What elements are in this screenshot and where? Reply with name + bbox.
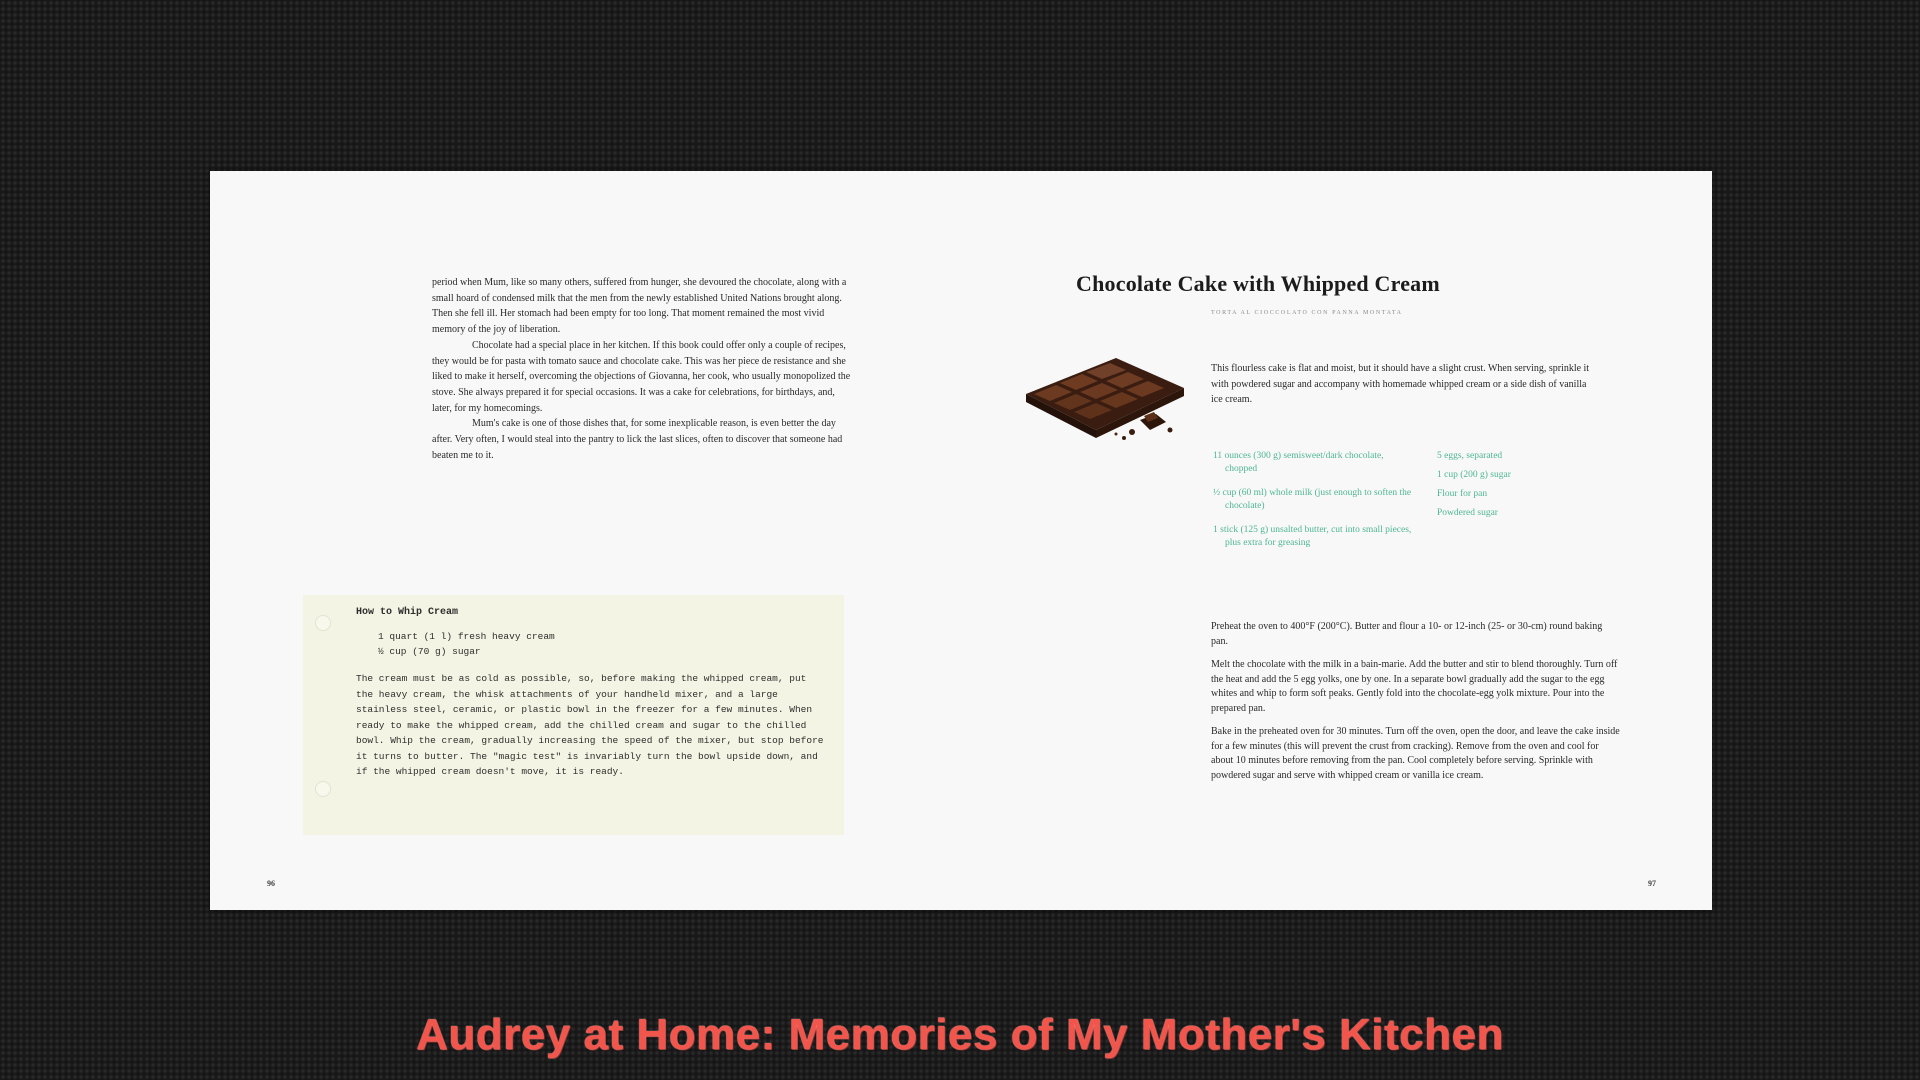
ingredient-item: 11 ounces (300 g) semisweet/dark chocolate, chopped	[1213, 451, 1384, 474]
book-title-banner: Audrey at Home: Memories of My Mother's Kitchen	[416, 1010, 1504, 1059]
ingredients-column-2	[1437, 450, 1607, 526]
page-number-left: 96	[267, 879, 275, 888]
method-step: Bake in the preheated oven for 30 minutes. Turn off the oven, open the door, and leave the cake inside for a few minutes (this will prevent the crust from cracking). Remove from the oven and cool for about 10 minutes before removing from the pan. Cool completely before serving. Sprinkle with powdered sugar and serve with whipped cream or vanilla ice cream.	[1211, 726, 1620, 781]
memoir-paragraph: period when Mum, like so many others, suffered from hunger, she devoured the chocolate, along with a small hoard of condensed milk that the men from the newly established United Nations brought along. Then she fell ill. Her stomach had been empty for too long. That moment remained the most vivid memory of the joy of liberation.	[432, 277, 847, 336]
memoir-paragraph: Mum's cake is one of those dishes that, for some inexplicable reason, is even better the day after. Very often, I would steal into the pantry to lick the last slices, often to discover that someone had beaten me to it.	[432, 418, 843, 461]
card-ingredient: ½ cup (70 g) sugar	[378, 646, 481, 657]
left-page	[210, 171, 961, 910]
ingredient-item: 1 cup (200 g) sugar	[1437, 470, 1511, 480]
recipe-subtitle: TORTA AL CIOCCOLATO CON PANNA MONTATA	[1211, 310, 1403, 316]
ingredient-item: ½ cup (60 ml) whole milk (just enough to soften the chocolate)	[1213, 488, 1412, 511]
ingredient-item: Flour for pan	[1437, 489, 1488, 499]
card-ingredient: 1 quart (1 l) fresh heavy cream	[378, 631, 555, 642]
ingredients-column-1	[1213, 450, 1418, 561]
recipe-intro: This flourless cake is flat and moist, but it should have a slight crust. When serving, sprinkle it with powdered sugar and accompany with homemade whipped cream or a side dish of vanilla ice cream.	[1211, 363, 1590, 405]
recipe-method	[1211, 620, 1621, 792]
ingredient-item: 1 stick (125 g) unsalted butter, cut into small pieces, plus extra for greasing	[1213, 525, 1412, 548]
chocolate-bar-icon	[1020, 350, 1190, 460]
card-instructions: The cream must be as cold as possible, so, before making the whipped cream, put the heavy cream, the whisk attachments of your handheld mixer, and a large stainless steel, ceramic, or plastic bowl in the freezer for a few minutes. When ready to make the whipped cream, add the chilled cream and sugar to the chilled bowl. Whip the cream, gradually increasing the speed of the mixer, but stop before it turns to butter. The "magic test" is invariably turn the bowl upside down, and if the whipped cream doesn't move, it is ready.	[356, 673, 824, 777]
recipe-title: Chocolate Cake with Whipped Cream	[1076, 271, 1440, 296]
method-step: Preheat the oven to 400°F (200°C). Butter and flour a 10- or 12-inch (25- or 30-cm) round baking pan.	[1211, 621, 1603, 647]
card-hole-icon	[315, 781, 331, 797]
memoir-text	[432, 275, 852, 463]
memoir-paragraph: Chocolate had a special place in her kitchen. If this book could offer only a couple of recipes, they would be for pasta with tomato sauce and chocolate cake. This was her piece de resistance and she liked to make it herself, overcoming the objections of Giovanna, her cook, who usually monopolized the stove. She always prepared it for special occasions. It was a cake for celebrations, for birthdays, and, later, for my homecomings.	[432, 339, 851, 414]
ingredient-item: 5 eggs, separated	[1437, 451, 1503, 461]
card-ingredients	[378, 629, 555, 659]
recipe-card	[303, 595, 844, 835]
ingredient-item: Powdered sugar	[1437, 508, 1498, 518]
card-hole-icon	[315, 615, 331, 631]
page-number-right: 97	[1648, 879, 1656, 888]
method-step: Melt the chocolate with the milk in a bain-marie. Add the butter and stir to blend thoroughly. Turn off the heat and add the 5 egg yolks, one by one. In a separate bowl gradually add the sugar to the egg whites and whip to form soft peaks. Gently fold into the chocolate-egg yolk mixture. Pour into the prepared pan.	[1211, 659, 1618, 714]
card-title: How to Whip Cream	[356, 607, 459, 618]
